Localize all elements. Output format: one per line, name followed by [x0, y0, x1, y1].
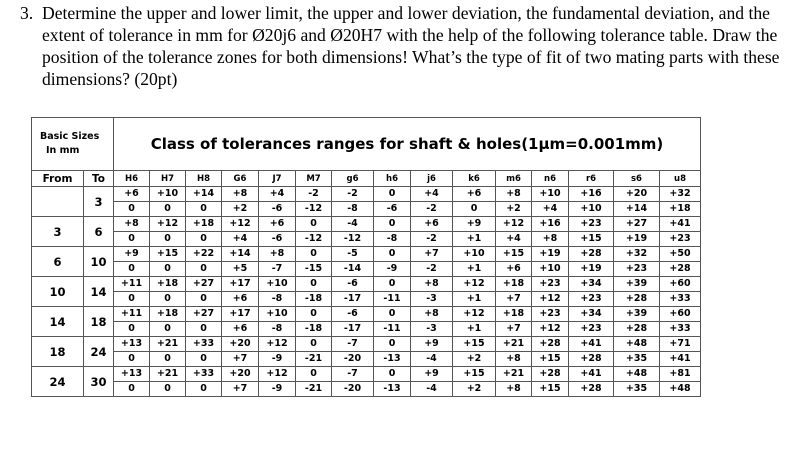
column-header-m7: M7: [296, 171, 332, 187]
upper-deviation-cell: -2: [296, 187, 332, 202]
lower-deviation-cell: -13: [374, 352, 411, 367]
lower-deviation-cell: 0: [150, 322, 186, 337]
lower-deviation-cell: -4: [411, 382, 453, 397]
upper-deviation-cell: +50: [660, 247, 701, 262]
basic-sizes-header: [32, 118, 114, 171]
upper-deviation-cell: +21: [496, 367, 532, 382]
upper-deviation-cell: +20: [222, 367, 259, 382]
upper-deviation-cell: +15: [453, 367, 496, 382]
column-header-h7: H7: [150, 171, 186, 187]
column-header-r6: r6: [569, 171, 614, 187]
lower-deviation-cell: +5: [222, 262, 259, 277]
upper-deviation-cell: +20: [222, 337, 259, 352]
upper-deviation-cell: 0: [374, 337, 411, 352]
lower-deviation-cell: +28: [569, 382, 614, 397]
lower-deviation-cell: 0: [114, 292, 150, 307]
column-header-j6: j6: [411, 171, 453, 187]
upper-deviation-cell: +22: [186, 247, 222, 262]
lower-deviation-cell: +8: [496, 382, 532, 397]
upper-deviation-cell: +21: [496, 337, 532, 352]
lower-deviation-cell: -9: [259, 382, 296, 397]
upper-deviation-cell: 0: [296, 277, 332, 292]
upper-deviation-cell: +18: [496, 277, 532, 292]
upper-deviation-cell: +41: [569, 367, 614, 382]
column-header-u8: u8: [660, 171, 701, 187]
upper-deviation-cell: +8: [411, 277, 453, 292]
upper-deviation-cell: +32: [614, 247, 660, 262]
lower-deviation-cell: +10: [569, 202, 614, 217]
upper-deviation-cell: +8: [259, 247, 296, 262]
table-header-row: [32, 118, 701, 171]
lower-deviation-cell: 0: [186, 262, 222, 277]
lower-deviation-cell: -17: [332, 322, 374, 337]
upper-deviation-cell: 0: [296, 307, 332, 322]
upper-deviation-cell: +11: [114, 307, 150, 322]
lower-deviation-cell: +4: [532, 202, 569, 217]
upper-deviation-cell: +11: [114, 277, 150, 292]
lower-deviation-cell: +1: [453, 232, 496, 247]
lower-deviation-cell: 0: [150, 232, 186, 247]
lower-deviation-cell: -2: [411, 262, 453, 277]
upper-deviation-cell: +9: [411, 367, 453, 382]
upper-deviation-cell: +71: [660, 337, 701, 352]
upper-deviation-cell: 0: [296, 247, 332, 262]
upper-deviation-cell: 0: [374, 367, 411, 382]
upper-deviation-cell: +16: [569, 187, 614, 202]
lower-deviation-cell: -12: [296, 202, 332, 217]
upper-deviation-cell: +14: [186, 187, 222, 202]
upper-deviation-cell: +13: [114, 337, 150, 352]
lower-deviation-cell: +1: [453, 262, 496, 277]
upper-deviation-cell: 0: [296, 217, 332, 232]
lower-deviation-cell: +33: [660, 322, 701, 337]
lower-deviation-cell: +28: [569, 352, 614, 367]
upper-deviation-cell: 0: [374, 277, 411, 292]
lower-deviation-cell: +23: [569, 322, 614, 337]
lower-deviation-cell: +48: [660, 382, 701, 397]
lower-deviation-cell: +28: [614, 292, 660, 307]
range-to: 24: [84, 337, 114, 367]
lower-deviation-cell: -13: [374, 382, 411, 397]
range-from: 6: [32, 247, 84, 277]
question-number: 3.: [20, 3, 34, 23]
table-row: [32, 367, 701, 382]
range-to: 6: [84, 217, 114, 247]
upper-deviation-cell: -5: [332, 247, 374, 262]
lower-deviation-cell: 0: [114, 352, 150, 367]
upper-deviation-cell: +10: [259, 277, 296, 292]
range-to: 10: [84, 247, 114, 277]
upper-deviation-cell: 0: [374, 247, 411, 262]
upper-deviation-cell: +28: [569, 247, 614, 262]
upper-deviation-cell: +18: [150, 277, 186, 292]
upper-deviation-cell: +6: [114, 187, 150, 202]
lower-deviation-cell: +6: [496, 262, 532, 277]
tolerance-table: [31, 117, 701, 397]
upper-deviation-cell: +33: [186, 367, 222, 382]
upper-deviation-cell: +27: [186, 277, 222, 292]
upper-deviation-cell: +16: [532, 217, 569, 232]
table-row: [32, 352, 701, 367]
upper-deviation-cell: +81: [660, 367, 701, 382]
upper-deviation-cell: -6: [332, 307, 374, 322]
table-row: [32, 232, 701, 247]
table-title: Class of tolerances ranges for shaft & holes(1µm=0.001mm): [114, 118, 701, 171]
lower-deviation-cell: -8: [332, 202, 374, 217]
range-to: 30: [84, 367, 114, 397]
upper-deviation-cell: +27: [614, 217, 660, 232]
table-row: [32, 202, 701, 217]
lower-deviation-cell: -14: [332, 262, 374, 277]
upper-deviation-cell: +12: [259, 337, 296, 352]
lower-deviation-cell: -18: [296, 322, 332, 337]
lower-deviation-cell: +7: [222, 352, 259, 367]
upper-deviation-cell: +17: [222, 307, 259, 322]
upper-deviation-cell: 0: [374, 217, 411, 232]
basic-sizes-label: Basic Sizes: [40, 131, 100, 142]
column-header-s6: s6: [614, 171, 660, 187]
range-to: 14: [84, 277, 114, 307]
range-from: 10: [32, 277, 84, 307]
upper-deviation-cell: +27: [186, 307, 222, 322]
upper-deviation-cell: +34: [569, 307, 614, 322]
upper-deviation-cell: 0: [374, 307, 411, 322]
lower-deviation-cell: -3: [411, 322, 453, 337]
lower-deviation-cell: 0: [453, 202, 496, 217]
upper-deviation-cell: +23: [569, 217, 614, 232]
lower-deviation-cell: +6: [222, 322, 259, 337]
lower-deviation-cell: +7: [222, 382, 259, 397]
upper-deviation-cell: +34: [569, 277, 614, 292]
range-from: 3: [32, 217, 84, 247]
lower-deviation-cell: +15: [532, 382, 569, 397]
lower-deviation-cell: +19: [569, 262, 614, 277]
table-row: [32, 292, 701, 307]
upper-deviation-cell: +10: [150, 187, 186, 202]
lower-deviation-cell: +41: [660, 352, 701, 367]
upper-deviation-cell: +10: [453, 247, 496, 262]
upper-deviation-cell: +19: [532, 247, 569, 262]
lower-deviation-cell: -11: [374, 322, 411, 337]
lower-deviation-cell: +8: [496, 352, 532, 367]
upper-deviation-cell: +6: [453, 187, 496, 202]
lower-deviation-cell: +2: [453, 382, 496, 397]
upper-deviation-cell: +33: [186, 337, 222, 352]
lower-deviation-cell: -8: [259, 322, 296, 337]
lower-deviation-cell: 0: [150, 352, 186, 367]
column-header-j7: J7: [259, 171, 296, 187]
lower-deviation-cell: 0: [150, 202, 186, 217]
lower-deviation-cell: 0: [114, 232, 150, 247]
upper-deviation-cell: +12: [453, 277, 496, 292]
upper-deviation-cell: +10: [259, 307, 296, 322]
lower-deviation-cell: -20: [332, 352, 374, 367]
upper-deviation-cell: +23: [532, 307, 569, 322]
upper-deviation-cell: +4: [411, 187, 453, 202]
upper-deviation-cell: +13: [114, 367, 150, 382]
upper-deviation-cell: +18: [150, 307, 186, 322]
lower-deviation-cell: 0: [186, 382, 222, 397]
lower-deviation-cell: 0: [186, 202, 222, 217]
lower-deviation-cell: +2: [453, 352, 496, 367]
lower-deviation-cell: 0: [150, 382, 186, 397]
lower-deviation-cell: -21: [296, 382, 332, 397]
upper-deviation-cell: +12: [496, 217, 532, 232]
upper-deviation-cell: -4: [332, 217, 374, 232]
upper-deviation-cell: +8: [222, 187, 259, 202]
lower-deviation-cell: +33: [660, 292, 701, 307]
upper-deviation-cell: +18: [496, 307, 532, 322]
range-to: 3: [84, 187, 114, 217]
upper-deviation-cell: +6: [259, 217, 296, 232]
upper-deviation-cell: +48: [614, 337, 660, 352]
upper-deviation-cell: +12: [259, 367, 296, 382]
upper-deviation-cell: 0: [374, 187, 411, 202]
upper-deviation-cell: +23: [532, 277, 569, 292]
upper-deviation-cell: 0: [296, 337, 332, 352]
lower-deviation-cell: +12: [532, 322, 569, 337]
lower-deviation-cell: -9: [374, 262, 411, 277]
upper-deviation-cell: +9: [453, 217, 496, 232]
upper-deviation-cell: -7: [332, 337, 374, 352]
lower-deviation-cell: +1: [453, 322, 496, 337]
lower-deviation-cell: +14: [614, 202, 660, 217]
lower-deviation-cell: +6: [222, 292, 259, 307]
lower-deviation-cell: 0: [186, 352, 222, 367]
lower-deviation-cell: +15: [532, 352, 569, 367]
lower-deviation-cell: +7: [496, 322, 532, 337]
lower-deviation-cell: +2: [222, 202, 259, 217]
upper-deviation-cell: +41: [660, 217, 701, 232]
lower-deviation-cell: +23: [660, 232, 701, 247]
lower-deviation-cell: -7: [259, 262, 296, 277]
upper-deviation-cell: -2: [332, 187, 374, 202]
upper-deviation-cell: 0: [296, 367, 332, 382]
lower-deviation-cell: +7: [496, 292, 532, 307]
table-row: [32, 277, 701, 292]
upper-deviation-cell: +20: [614, 187, 660, 202]
lower-deviation-cell: +18: [660, 202, 701, 217]
upper-deviation-cell: +60: [660, 277, 701, 292]
lower-deviation-cell: -6: [259, 232, 296, 247]
range-to: 18: [84, 307, 114, 337]
lower-deviation-cell: -4: [411, 352, 453, 367]
upper-deviation-cell: +6: [411, 217, 453, 232]
lower-deviation-cell: +35: [614, 352, 660, 367]
lower-deviation-cell: +10: [532, 262, 569, 277]
lower-deviation-cell: 0: [114, 202, 150, 217]
lower-deviation-cell: +2: [496, 202, 532, 217]
upper-deviation-cell: +4: [259, 187, 296, 202]
range-from: 24: [32, 367, 84, 397]
upper-deviation-cell: +32: [660, 187, 701, 202]
upper-deviation-cell: +28: [532, 337, 569, 352]
lower-deviation-cell: 0: [114, 322, 150, 337]
lower-deviation-cell: -21: [296, 352, 332, 367]
lower-deviation-cell: +4: [222, 232, 259, 247]
column-header-k6: k6: [453, 171, 496, 187]
lower-deviation-cell: 0: [114, 262, 150, 277]
lower-deviation-cell: -12: [296, 232, 332, 247]
lower-deviation-cell: +8: [532, 232, 569, 247]
lower-deviation-cell: -11: [374, 292, 411, 307]
column-header-n6: n6: [532, 171, 569, 187]
column-header-g6: G6: [222, 171, 259, 187]
lower-deviation-cell: -18: [296, 292, 332, 307]
upper-deviation-cell: +17: [222, 277, 259, 292]
upper-deviation-cell: +7: [411, 247, 453, 262]
column-header-h8: H8: [186, 171, 222, 187]
upper-deviation-cell: +8: [114, 217, 150, 232]
lower-deviation-cell: 0: [186, 292, 222, 307]
table-row: [32, 382, 701, 397]
lower-deviation-cell: +35: [614, 382, 660, 397]
question-body: Determine the upper and lower limit, the upper and lower deviation, the fundamental deviation, and the extent of tolerance in mm for Ø20j6 and Ø20H7 with the help of the following tolerance table. Draw the position of the tolerance zones for both dimensions! What’s the type of fit of two mating parts with these dimensions? (20pt): [42, 3, 780, 89]
upper-deviation-cell: +48: [614, 367, 660, 382]
lower-deviation-cell: 0: [150, 292, 186, 307]
upper-deviation-cell: +15: [496, 247, 532, 262]
upper-deviation-cell: +12: [453, 307, 496, 322]
lower-deviation-cell: +12: [532, 292, 569, 307]
column-header-row: [32, 171, 701, 187]
lower-deviation-cell: -20: [332, 382, 374, 397]
upper-deviation-cell: +28: [532, 367, 569, 382]
from-header: From: [32, 171, 84, 187]
column-header-h6: h6: [374, 171, 411, 187]
lower-deviation-cell: -8: [259, 292, 296, 307]
to-header: To: [84, 171, 114, 187]
lower-deviation-cell: +23: [569, 292, 614, 307]
upper-deviation-cell: -6: [332, 277, 374, 292]
table-row: [32, 322, 701, 337]
lower-deviation-cell: +4: [496, 232, 532, 247]
table-row: [32, 247, 701, 262]
lower-deviation-cell: -3: [411, 292, 453, 307]
lower-deviation-cell: +1: [453, 292, 496, 307]
upper-deviation-cell: +39: [614, 307, 660, 322]
column-header-h6: H6: [114, 171, 150, 187]
lower-deviation-cell: 0: [150, 262, 186, 277]
upper-deviation-cell: +8: [496, 187, 532, 202]
column-header-g6: g6: [332, 171, 374, 187]
upper-deviation-cell: +12: [150, 217, 186, 232]
lower-deviation-cell: 0: [186, 232, 222, 247]
table-row: [32, 337, 701, 352]
upper-deviation-cell: +21: [150, 337, 186, 352]
basic-sizes-unit: In mm: [46, 145, 80, 156]
upper-deviation-cell: +39: [614, 277, 660, 292]
upper-deviation-cell: +9: [411, 337, 453, 352]
upper-deviation-cell: +12: [222, 217, 259, 232]
lower-deviation-cell: -8: [374, 232, 411, 247]
upper-deviation-cell: +60: [660, 307, 701, 322]
table-row: [32, 262, 701, 277]
lower-deviation-cell: 0: [114, 382, 150, 397]
upper-deviation-cell: +41: [569, 337, 614, 352]
question-text-block: [20, 2, 800, 90]
lower-deviation-cell: -2: [411, 232, 453, 247]
column-header-m6: m6: [496, 171, 532, 187]
lower-deviation-cell: +28: [614, 322, 660, 337]
upper-deviation-cell: +15: [150, 247, 186, 262]
range-from: 14: [32, 307, 84, 337]
lower-deviation-cell: -17: [332, 292, 374, 307]
upper-deviation-cell: +9: [114, 247, 150, 262]
lower-deviation-cell: -12: [332, 232, 374, 247]
lower-deviation-cell: 0: [186, 322, 222, 337]
range-from: [32, 187, 84, 217]
lower-deviation-cell: -15: [296, 262, 332, 277]
upper-deviation-cell: +14: [222, 247, 259, 262]
table-row: [32, 217, 701, 232]
upper-deviation-cell: +15: [453, 337, 496, 352]
upper-deviation-cell: +21: [150, 367, 186, 382]
range-from: 18: [32, 337, 84, 367]
lower-deviation-cell: +28: [660, 262, 701, 277]
table-row: [32, 307, 701, 322]
table-row: [32, 187, 701, 202]
lower-deviation-cell: -6: [374, 202, 411, 217]
lower-deviation-cell: +15: [569, 232, 614, 247]
upper-deviation-cell: +8: [411, 307, 453, 322]
upper-deviation-cell: -7: [332, 367, 374, 382]
lower-deviation-cell: +19: [614, 232, 660, 247]
upper-deviation-cell: +18: [186, 217, 222, 232]
lower-deviation-cell: -2: [411, 202, 453, 217]
lower-deviation-cell: -9: [259, 352, 296, 367]
lower-deviation-cell: -6: [259, 202, 296, 217]
lower-deviation-cell: +23: [614, 262, 660, 277]
upper-deviation-cell: +10: [532, 187, 569, 202]
